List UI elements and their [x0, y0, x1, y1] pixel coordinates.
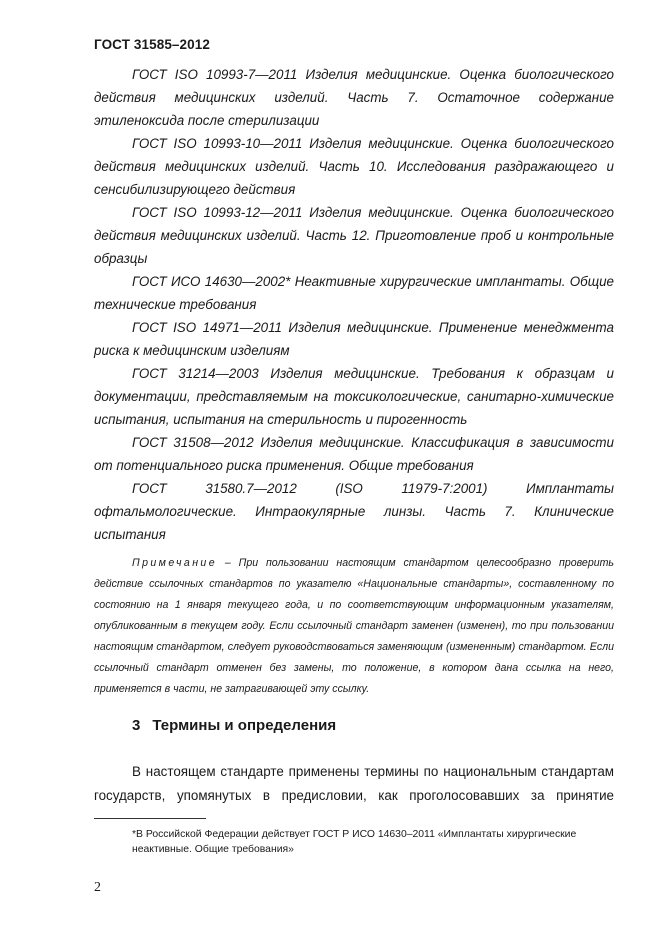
reference-item: ГОСТ 31580.7—2012 (ISO 11979-7:2001) Имплантаты офтальмологические. Интраокулярные линзы. Часть 7. Клинические испытания [94, 481, 614, 542]
section-number: 3 [132, 717, 141, 734]
section-heading [132, 717, 336, 734]
section-title: Термины и определения [152, 717, 337, 734]
reference-item: ГОСТ 31214—2003 Изделия медицинские. Требования к образцам и документации, представляемым на токсикологические, санитарно-химические испытания, испытания на стерильность и пирогенность [94, 366, 614, 427]
body-paragraph [94, 760, 614, 808]
footnote: *В Российской Федерации действует ГОСТ Р ИСО 14630–2011 «Имплантаты хирургические неактивные. Общие требования» [132, 829, 577, 855]
note-text: – При пользовании настоящим стандартом целесообразно проверить действие ссылочных стандартов по указателю «Национальные стандарты», составленному по состоянию на 1 января текущего года, и по соответствующим информационным указателям, опубликованным в текущем году. Если ссылочный стандарт заменен (изменен), то при пользовании настоящим стандартом, следует руководствоваться заменяющим (измененным) стандартом. Если ссылочный стандарт отменен без замены, то положение, в котором дана ссылка на него, применяется в части, не затрагивающей эту ссылку. [94, 557, 614, 695]
page-number: 2 [94, 880, 101, 895]
reference-item: ГОСТ 31508—2012 Изделия медицинские. Классификация в зависимости от потенциального риска применения. Общие требования [94, 435, 614, 473]
reference-item: ГОСТ ISO 10993-12—2011 Изделия медицинские. Оценка биологического действия медицинских изделий. Часть 12. Приготовление проб и контрольные образцы [94, 205, 614, 266]
paragraph-line: государств, упомянутых в предисловии, как проголосовавших за принятие [94, 788, 614, 803]
footnote-divider [94, 818, 206, 819]
normative-references-list [94, 63, 614, 546]
note-block [94, 553, 614, 700]
paragraph-line: В настоящем стандарте применены термины по национальным стандартам [132, 764, 614, 779]
note-label: Примечание [132, 557, 218, 569]
reference-item: ГОСТ ISO 10993-10—2011 Изделия медицинские. Оценка биологического действия медицинских изделий. Часть 10. Исследования раздражающего и сенсибилизирующего действия [94, 136, 614, 197]
document-header: ГОСТ 31585–2012 [94, 37, 210, 52]
reference-item: ГОСТ ISO 10993-7—2011 Изделия медицинские. Оценка биологического действия медицинских изделий. Часть 7. Остаточное содержание этиленоксида после стерилизации [94, 67, 614, 128]
reference-item: ГОСТ ИСО 14630—2002* Неактивные хирургические имплантаты. Общие технические требования [94, 274, 614, 312]
reference-item: ГОСТ ISO 14971—2011 Изделия медицинские. Применение менеджмента риска к медицинским изделиям [94, 320, 614, 358]
